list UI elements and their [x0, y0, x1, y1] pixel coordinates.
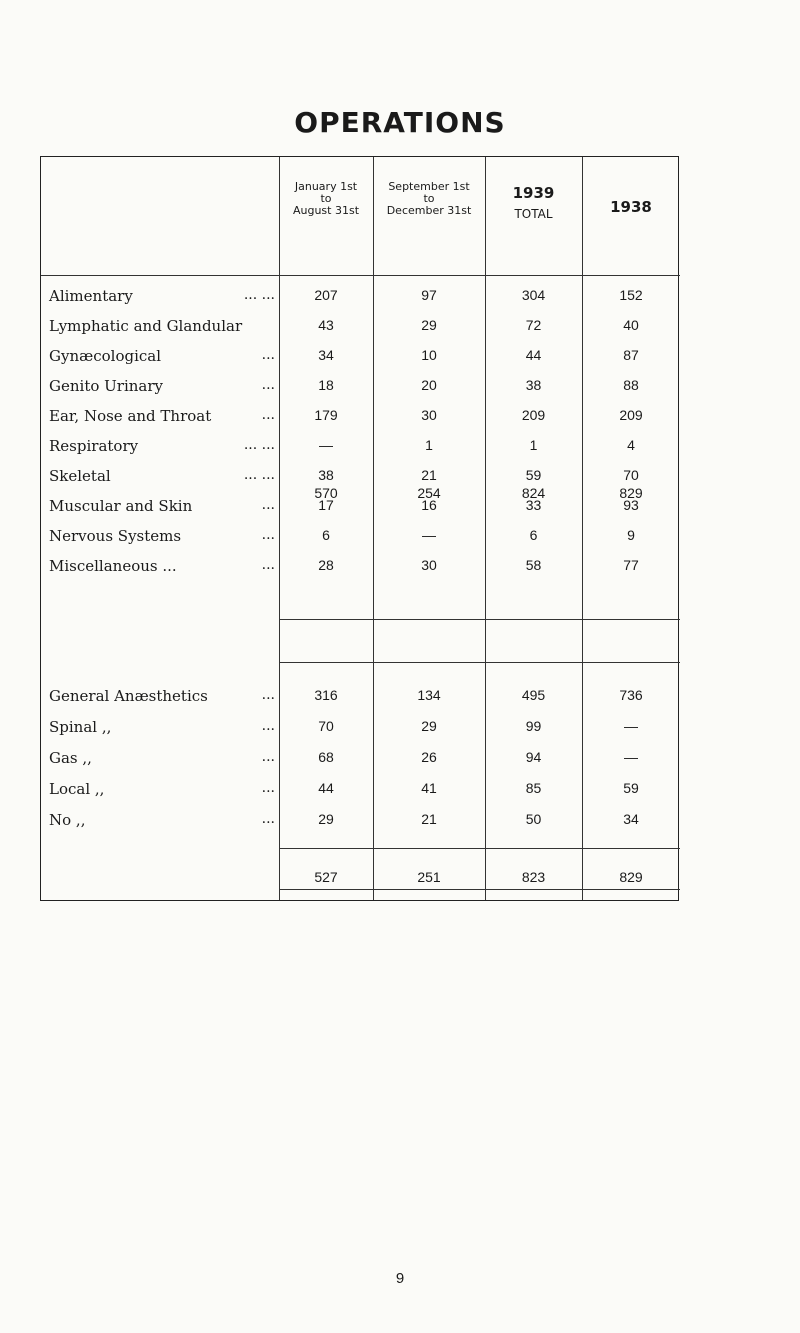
cell-value: 33 — [525, 497, 542, 513]
cell-value: 59 — [525, 467, 542, 483]
cell-value: 87 — [623, 347, 639, 363]
table-row — [41, 527, 678, 557]
cell-value: 43 — [318, 317, 334, 333]
cell-value: 179 — [314, 407, 338, 423]
header-total: TOTAL — [514, 206, 553, 221]
cell-value: 6 — [529, 527, 538, 543]
subtotal-rule — [279, 619, 680, 620]
cell-value: 72 — [525, 317, 542, 333]
table-row — [41, 557, 678, 587]
cell-value: 17 — [318, 497, 334, 513]
cell-value: 1 — [529, 437, 538, 453]
table-row — [41, 347, 678, 377]
cell-value: 38 — [318, 467, 334, 483]
cell-value: 1 — [425, 437, 433, 453]
leader-dots: ... — [261, 687, 275, 703]
cell-value: 30 — [421, 557, 437, 573]
cell-value: 34 — [623, 811, 639, 827]
cell-value: 6 — [322, 527, 330, 543]
cell-value: 316 — [314, 687, 338, 703]
row-label: Respiratory — [49, 437, 139, 455]
cell-value: 21 — [421, 467, 437, 483]
header-line: August 31st — [292, 204, 360, 218]
row-label: No ,, — [49, 811, 86, 829]
leader-dots: ... — [261, 407, 275, 423]
row-label: Ear, Nose and Throat — [49, 407, 212, 425]
table-row — [41, 749, 678, 779]
row-label: Lymphatic and Glandular — [49, 317, 243, 335]
row-label: Miscellaneous ... — [49, 557, 177, 575]
total-value: 527 — [314, 869, 338, 885]
header-1939-total — [485, 185, 582, 221]
table-row — [41, 287, 678, 317]
row-label: Local ,, — [49, 780, 105, 798]
cell-value: 88 — [623, 377, 639, 393]
header-jan-aug — [279, 181, 373, 217]
cell-value: 21 — [421, 811, 437, 827]
cell-value: 9 — [627, 527, 635, 543]
cell-value: 207 — [314, 287, 338, 303]
header-sep-dec — [373, 181, 485, 217]
leader-dots: ... — [261, 780, 275, 796]
cell-value: 16 — [421, 497, 437, 513]
total-rule — [279, 889, 680, 890]
cell-value: 304 — [521, 287, 546, 303]
table-row — [41, 317, 678, 347]
cell-value: 29 — [318, 811, 334, 827]
cell-value: 59 — [623, 780, 639, 796]
header-line: to — [423, 192, 435, 206]
row-label: Gas ,, — [49, 749, 92, 767]
row-label: Skeletal — [49, 467, 111, 485]
cell-value: 30 — [421, 407, 437, 423]
cell-value: 68 — [318, 749, 334, 765]
operations-table — [40, 156, 679, 901]
page-number: 9 — [395, 1270, 405, 1287]
cell-value: 152 — [619, 287, 643, 303]
cell-value: — — [319, 437, 333, 453]
leader-dots: ... — [261, 811, 275, 827]
table-row — [41, 780, 678, 810]
cell-value: 44 — [525, 347, 542, 363]
total-value: 829 — [619, 485, 643, 501]
cell-value: — — [624, 718, 638, 734]
leader-dots: ... — [261, 347, 275, 363]
totals-row — [41, 869, 678, 899]
header-line: September 1st — [388, 180, 470, 193]
table-row — [41, 718, 678, 748]
cell-value: 34 — [318, 347, 334, 363]
row-label: General Anæsthetics — [49, 687, 208, 705]
cell-value: 18 — [318, 377, 334, 393]
cell-value: 20 — [421, 377, 437, 393]
cell-value: 38 — [525, 377, 542, 393]
row-label: Gynæcological — [49, 347, 162, 365]
leader-dots: ... — [261, 557, 275, 573]
header-line: January 1st — [294, 180, 358, 193]
cell-value: 70 — [623, 467, 639, 483]
cell-value: 209 — [521, 407, 546, 423]
cell-value: 44 — [318, 780, 334, 796]
table-row — [41, 377, 678, 407]
subtotal-rule — [279, 662, 680, 663]
row-label: Genito Urinary — [49, 377, 164, 395]
leader-dots: ... — [261, 527, 275, 543]
cell-value: 29 — [421, 718, 437, 734]
total-value: 570 — [314, 485, 338, 501]
row-label: Alimentary — [49, 287, 133, 305]
total-value: 823 — [521, 869, 546, 885]
row-label: Spinal ,, — [49, 718, 112, 736]
cell-value: 736 — [619, 687, 643, 703]
header-line: December 31st — [386, 204, 472, 218]
cell-value: 93 — [623, 497, 639, 513]
row-label: Nervous Systems — [49, 527, 182, 545]
header-1938: 1938 — [610, 198, 652, 216]
cell-value: — — [422, 527, 436, 543]
page-title: OPERATIONS — [294, 106, 506, 139]
leader-dots: ... — [261, 497, 275, 513]
leader-dots: ... ... — [243, 467, 275, 483]
table-row — [41, 687, 678, 717]
cell-value: 209 — [619, 407, 643, 423]
leader-dots: ... — [261, 377, 275, 393]
cell-value: 94 — [525, 749, 542, 765]
total-value: 251 — [417, 869, 441, 885]
table-row — [41, 407, 678, 437]
cell-value: 85 — [525, 780, 542, 796]
cell-value: 50 — [525, 811, 542, 827]
total-value: 254 — [417, 485, 441, 501]
cell-value: 495 — [521, 687, 546, 703]
cell-value: 10 — [421, 347, 437, 363]
leader-dots: ... — [261, 718, 275, 734]
total-rule — [279, 848, 680, 849]
cell-value: 99 — [525, 718, 542, 734]
row-label: Muscular and Skin — [49, 497, 193, 515]
cell-value: 77 — [623, 557, 639, 573]
leader-dots: ... ... — [243, 437, 275, 453]
header-line: to — [320, 192, 332, 206]
total-value: 824 — [521, 485, 546, 501]
cell-value: 4 — [627, 437, 635, 453]
cell-value: 58 — [525, 557, 542, 573]
header-rule — [41, 275, 680, 276]
cell-value: — — [624, 749, 638, 765]
cell-value: 134 — [417, 687, 441, 703]
cell-value: 70 — [318, 718, 334, 734]
leader-dots: ... ... — [243, 287, 275, 303]
cell-value: 29 — [421, 317, 437, 333]
table-row — [41, 811, 678, 841]
header-year: 1939 — [512, 184, 555, 202]
cell-value: 28 — [318, 557, 334, 573]
cell-value: 40 — [623, 317, 639, 333]
cell-value: 41 — [421, 780, 437, 796]
cell-value: 26 — [421, 749, 437, 765]
totals-row — [41, 485, 678, 515]
table-row — [41, 437, 678, 467]
cell-value: 97 — [421, 287, 437, 303]
total-value: 829 — [619, 869, 643, 885]
leader-dots: ... — [261, 749, 275, 765]
